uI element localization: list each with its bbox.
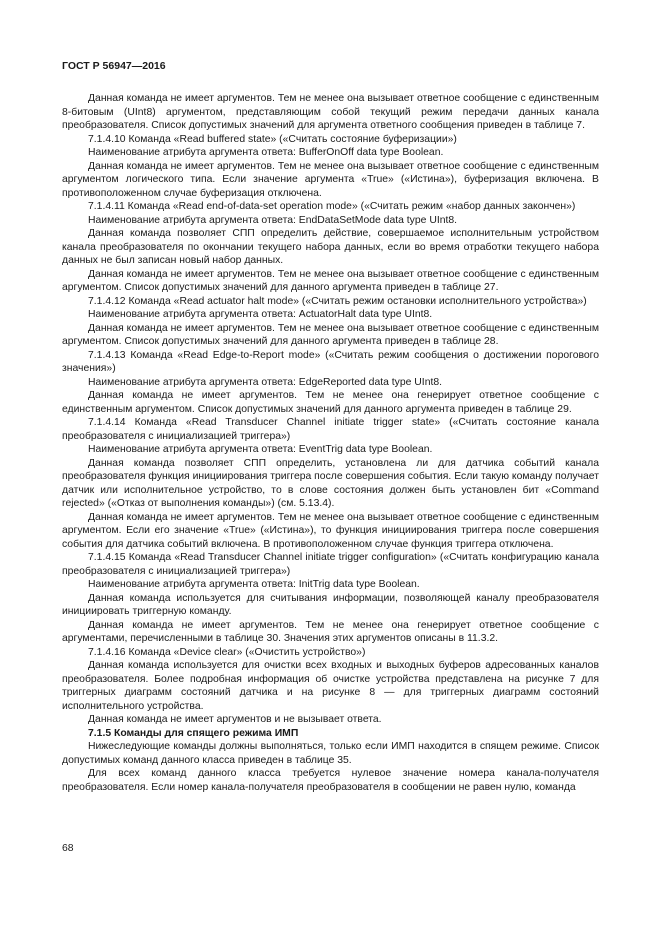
- paragraph: Для всех команд данного класса требуется нулевое значение номера канала-получателя преобразователя. Если номер канала-получателя преобразователя в сообщении не равен нулю, команда: [62, 768, 599, 793]
- paragraph: Данная команда не имеет аргументов. Тем не менее она вызывает ответное сообщение с единственным аргументом логического типа. Если значение аргумента «True» («Истина»), буферизация включена. В противоположенном случае буферизация отключена.: [62, 160, 599, 199]
- paragraph: 7.1.4.16 Команда «Device clear» («Очистить устройство»): [88, 646, 366, 658]
- paragraph: 7.1.4.15 Команда «Read Transducer Channel initiate trigger configuration» («Считать конфигурацию канала преобразователя с инициализацией триггера»): [62, 552, 599, 577]
- document-body: [62, 92, 599, 794]
- paragraph: Наименование атрибута аргумента ответа: EventTrig data type Boolean.: [88, 444, 433, 455]
- paragraph: Данная команда позволяет СПП определить, установлена ли для датчика событий канала преобразователя функция инициирования триггера после совершения события. Если такую команду получает датчик или исполнительное устройство, то в слове состояния должен быть установлен бит «Command rejected» («Отказ от выполнения команды») (см. 5.13.4).: [62, 457, 599, 509]
- paragraph: 7.1.4.12 Команда «Read actuator halt mode» («Считать режим остановки исполнительного устройства»): [88, 295, 587, 307]
- paragraph: Наименование атрибута аргумента ответа: BufferOnOff data type Boolean.: [88, 147, 444, 158]
- paragraph: 7.1.4.13 Команда «Read Edge-to-Report mode» («Считать режим сообщения о достижении порогового значения»): [62, 349, 599, 374]
- paragraph: Данная команда не имеет аргументов. Тем не менее она генерирует ответное сообщение с единственным аргументом. Список допустимых значений для данного аргумента приведен в таблице 29.: [62, 390, 599, 415]
- paragraph: Данная команда не имеет аргументов. Тем не менее она вызывает ответное сообщение с единственным 8-битовым (UInt8) аргументом, представляющим собой текущий режим передачи данных канала преобразователя. Список допустимых значений для аргумента ответного сообщения приведен в таблице 7.: [62, 93, 599, 131]
- paragraph: Данная команда не имеет аргументов. Тем не менее она вызывает ответное сообщение с единственным аргументом. Список допустимых значений для данного аргумента приведен в таблице 27.: [62, 268, 599, 293]
- paragraph: Данная команда используется для очистки всех входных и выходных буферов адресованных каналов преобразователя. Более подробная информация об очистке устройства представлена на рисунке 7 для триггерных диаграмм состояний датчика и на рисунке 8 — для триггерных диаграмм состояний исполнительного устройства.: [62, 660, 599, 712]
- paragraph: Данная команда позволяет СПП определить действие, совершаемое исполнительным устройством канала преобразователя по окончании текущего набора данных, если во время отработки текущего набора данных не был записан новый набор данных.: [62, 228, 599, 266]
- paragraph: 7.1.4.10 Команда «Read buffered state» («Считать состояние буферизации»): [88, 133, 457, 145]
- paragraph: 7.1.4.11 Команда «Read end-of-data-set operation mode» («Считать режим «набор данных закончен»): [88, 201, 576, 212]
- standard-header: ГОСТ Р 56947—2016: [62, 60, 166, 72]
- section-heading: 7.1.5 Команды для спящего режима ИМП: [88, 727, 299, 739]
- paragraph: Данная команда не имеет аргументов. Тем не менее она генерирует ответное сообщение с аргументами, перечисленными в таблице 30. Значения этих аргументов описаны в 11.3.2.: [62, 619, 599, 644]
- paragraph: Нижеследующие команды должны выполняться, только если ИМП находится в спящем режиме. Список допустимых команд данного класса приведен в таблице 35.: [62, 741, 599, 766]
- page-number: 68: [62, 843, 74, 854]
- paragraph: Данная команда не имеет аргументов. Тем не менее она вызывает ответное сообщение с единственным аргументом. Список допустимых значений для данного аргумента приведен в таблице 28.: [62, 322, 599, 347]
- paragraph: Наименование атрибута аргумента ответа: EdgeReported data type UInt8.: [88, 376, 443, 388]
- paragraph: Данная команда используется для считывания информации, позволяющей каналу преобразователя инициировать триггерную команду.: [62, 592, 599, 617]
- paragraph: Наименование атрибута аргумента ответа: ActuatorHalt data type UInt8.: [88, 309, 433, 320]
- paragraph: Данная команда не имеет аргументов. Тем не менее она вызывает ответное сообщение с единственным аргументом. Если его значение «True» («Истина»), то функция инициирования триггера после совершения события для датчика событий включена. В противоположенном случае функция триггера отключена.: [62, 511, 599, 550]
- paragraph: 7.1.4.14 Команда «Read Transducer Channel initiate trigger state» («Считать состояние канала преобразователя с инициализацией триггера»): [62, 417, 599, 442]
- paragraph: Наименование атрибута аргумента ответа: InitTrig data type Boolean.: [88, 579, 420, 590]
- paragraph: Данная команда не имеет аргументов и не вызывает ответа.: [88, 714, 382, 725]
- paragraph: Наименование атрибута аргумента ответа: EndDataSetMode data type UInt8.: [88, 214, 458, 226]
